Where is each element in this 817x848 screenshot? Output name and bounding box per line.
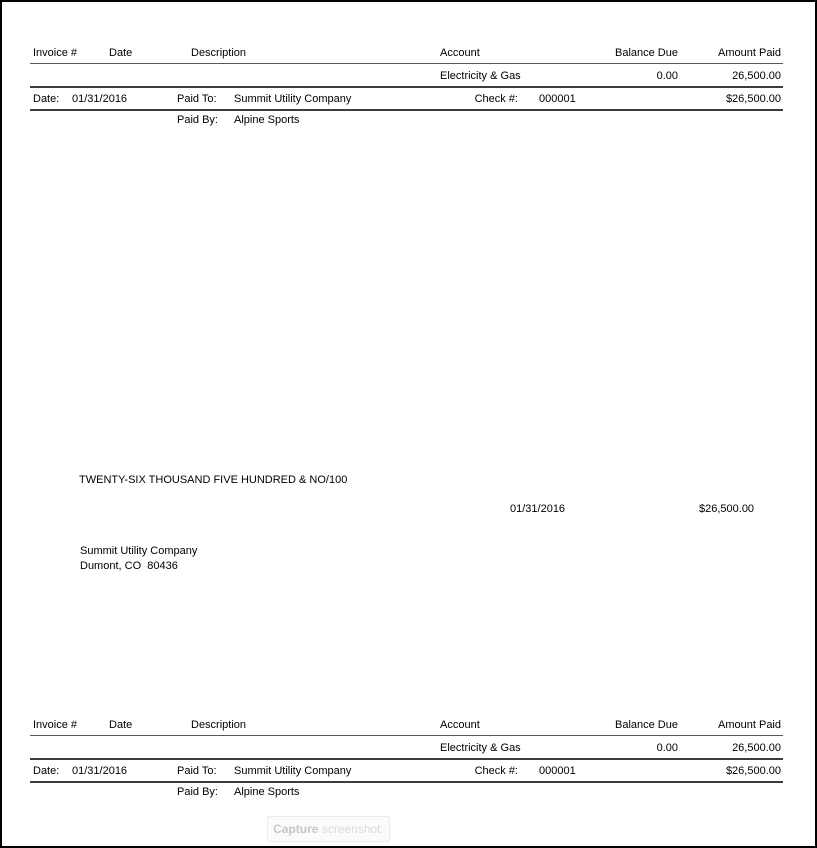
check-number-label: Check #:	[474, 765, 518, 777]
payment-date-label: Date:	[33, 93, 60, 105]
check-amount: $26,500.00	[699, 503, 755, 515]
check-number-value: 000001	[539, 93, 576, 105]
payment-amount-paid: $26,500.00	[725, 765, 781, 777]
payment-date-value: 01/31/2016	[72, 765, 128, 777]
column-header-account: Account	[440, 47, 480, 59]
column-header-description: Description	[191, 719, 247, 731]
check-payee-address: Dumont, CO 80436	[80, 560, 178, 572]
item-divider-line	[30, 86, 783, 88]
check-number-value: 000001	[539, 765, 576, 777]
column-header-invoice: Invoice #	[33, 47, 78, 59]
check-amount-words: TWENTY-SIX THOUSAND FIVE HUNDRED & NO/100	[79, 474, 348, 486]
paid-to-label: Paid To:	[177, 765, 217, 777]
column-header-description: Description	[191, 47, 247, 59]
column-header-balance-due: Balance Due	[615, 47, 678, 59]
column-header-amount-paid: Amount Paid	[718, 47, 781, 59]
line-item-amount-paid: 26,500.00	[732, 70, 781, 82]
column-header-invoice: Invoice #	[33, 719, 78, 731]
paid-by-label: Paid By:	[177, 786, 218, 798]
payment-divider-line	[30, 109, 783, 111]
line-item-balance-due: 0.00	[656, 70, 678, 82]
payment-date-label: Date:	[33, 765, 60, 777]
item-divider-line	[30, 758, 783, 760]
paid-by-label: Paid By:	[177, 114, 218, 126]
line-item-balance-due: 0.00	[656, 742, 678, 754]
column-header-balance-due: Balance Due	[615, 719, 678, 731]
column-header-date: Date	[109, 719, 133, 731]
capture-screenshot-button[interactable]	[267, 816, 390, 842]
header-divider-line	[30, 63, 783, 64]
paid-by-value: Alpine Sports	[234, 786, 300, 798]
paid-to-label: Paid To:	[177, 93, 217, 105]
line-item-account: Electricity & Gas	[440, 742, 521, 754]
check-number-label: Check #:	[474, 93, 518, 105]
column-header-date: Date	[109, 47, 133, 59]
check-date: 01/31/2016	[510, 503, 566, 515]
column-header-amount-paid: Amount Paid	[718, 719, 781, 731]
column-header-account: Account	[440, 719, 480, 731]
paid-to-value: Summit Utility Company	[234, 765, 352, 777]
check-stub-top	[2, 2, 815, 137]
paid-by-value: Alpine Sports	[234, 114, 300, 126]
paid-to-value: Summit Utility Company	[234, 93, 352, 105]
payment-divider-line	[30, 781, 783, 783]
capture-button-label-rest: screenshot.	[318, 822, 384, 836]
payment-date-value: 01/31/2016	[72, 93, 128, 105]
line-item-account: Electricity & Gas	[440, 70, 521, 82]
payment-amount-paid: $26,500.00	[725, 93, 781, 105]
capture-button-label-bold: Capture	[273, 822, 319, 836]
line-item-amount-paid: 26,500.00	[732, 742, 781, 754]
check-stub-bottom	[2, 674, 815, 809]
header-divider-line	[30, 735, 783, 736]
check-payee-name: Summit Utility Company	[80, 545, 198, 557]
